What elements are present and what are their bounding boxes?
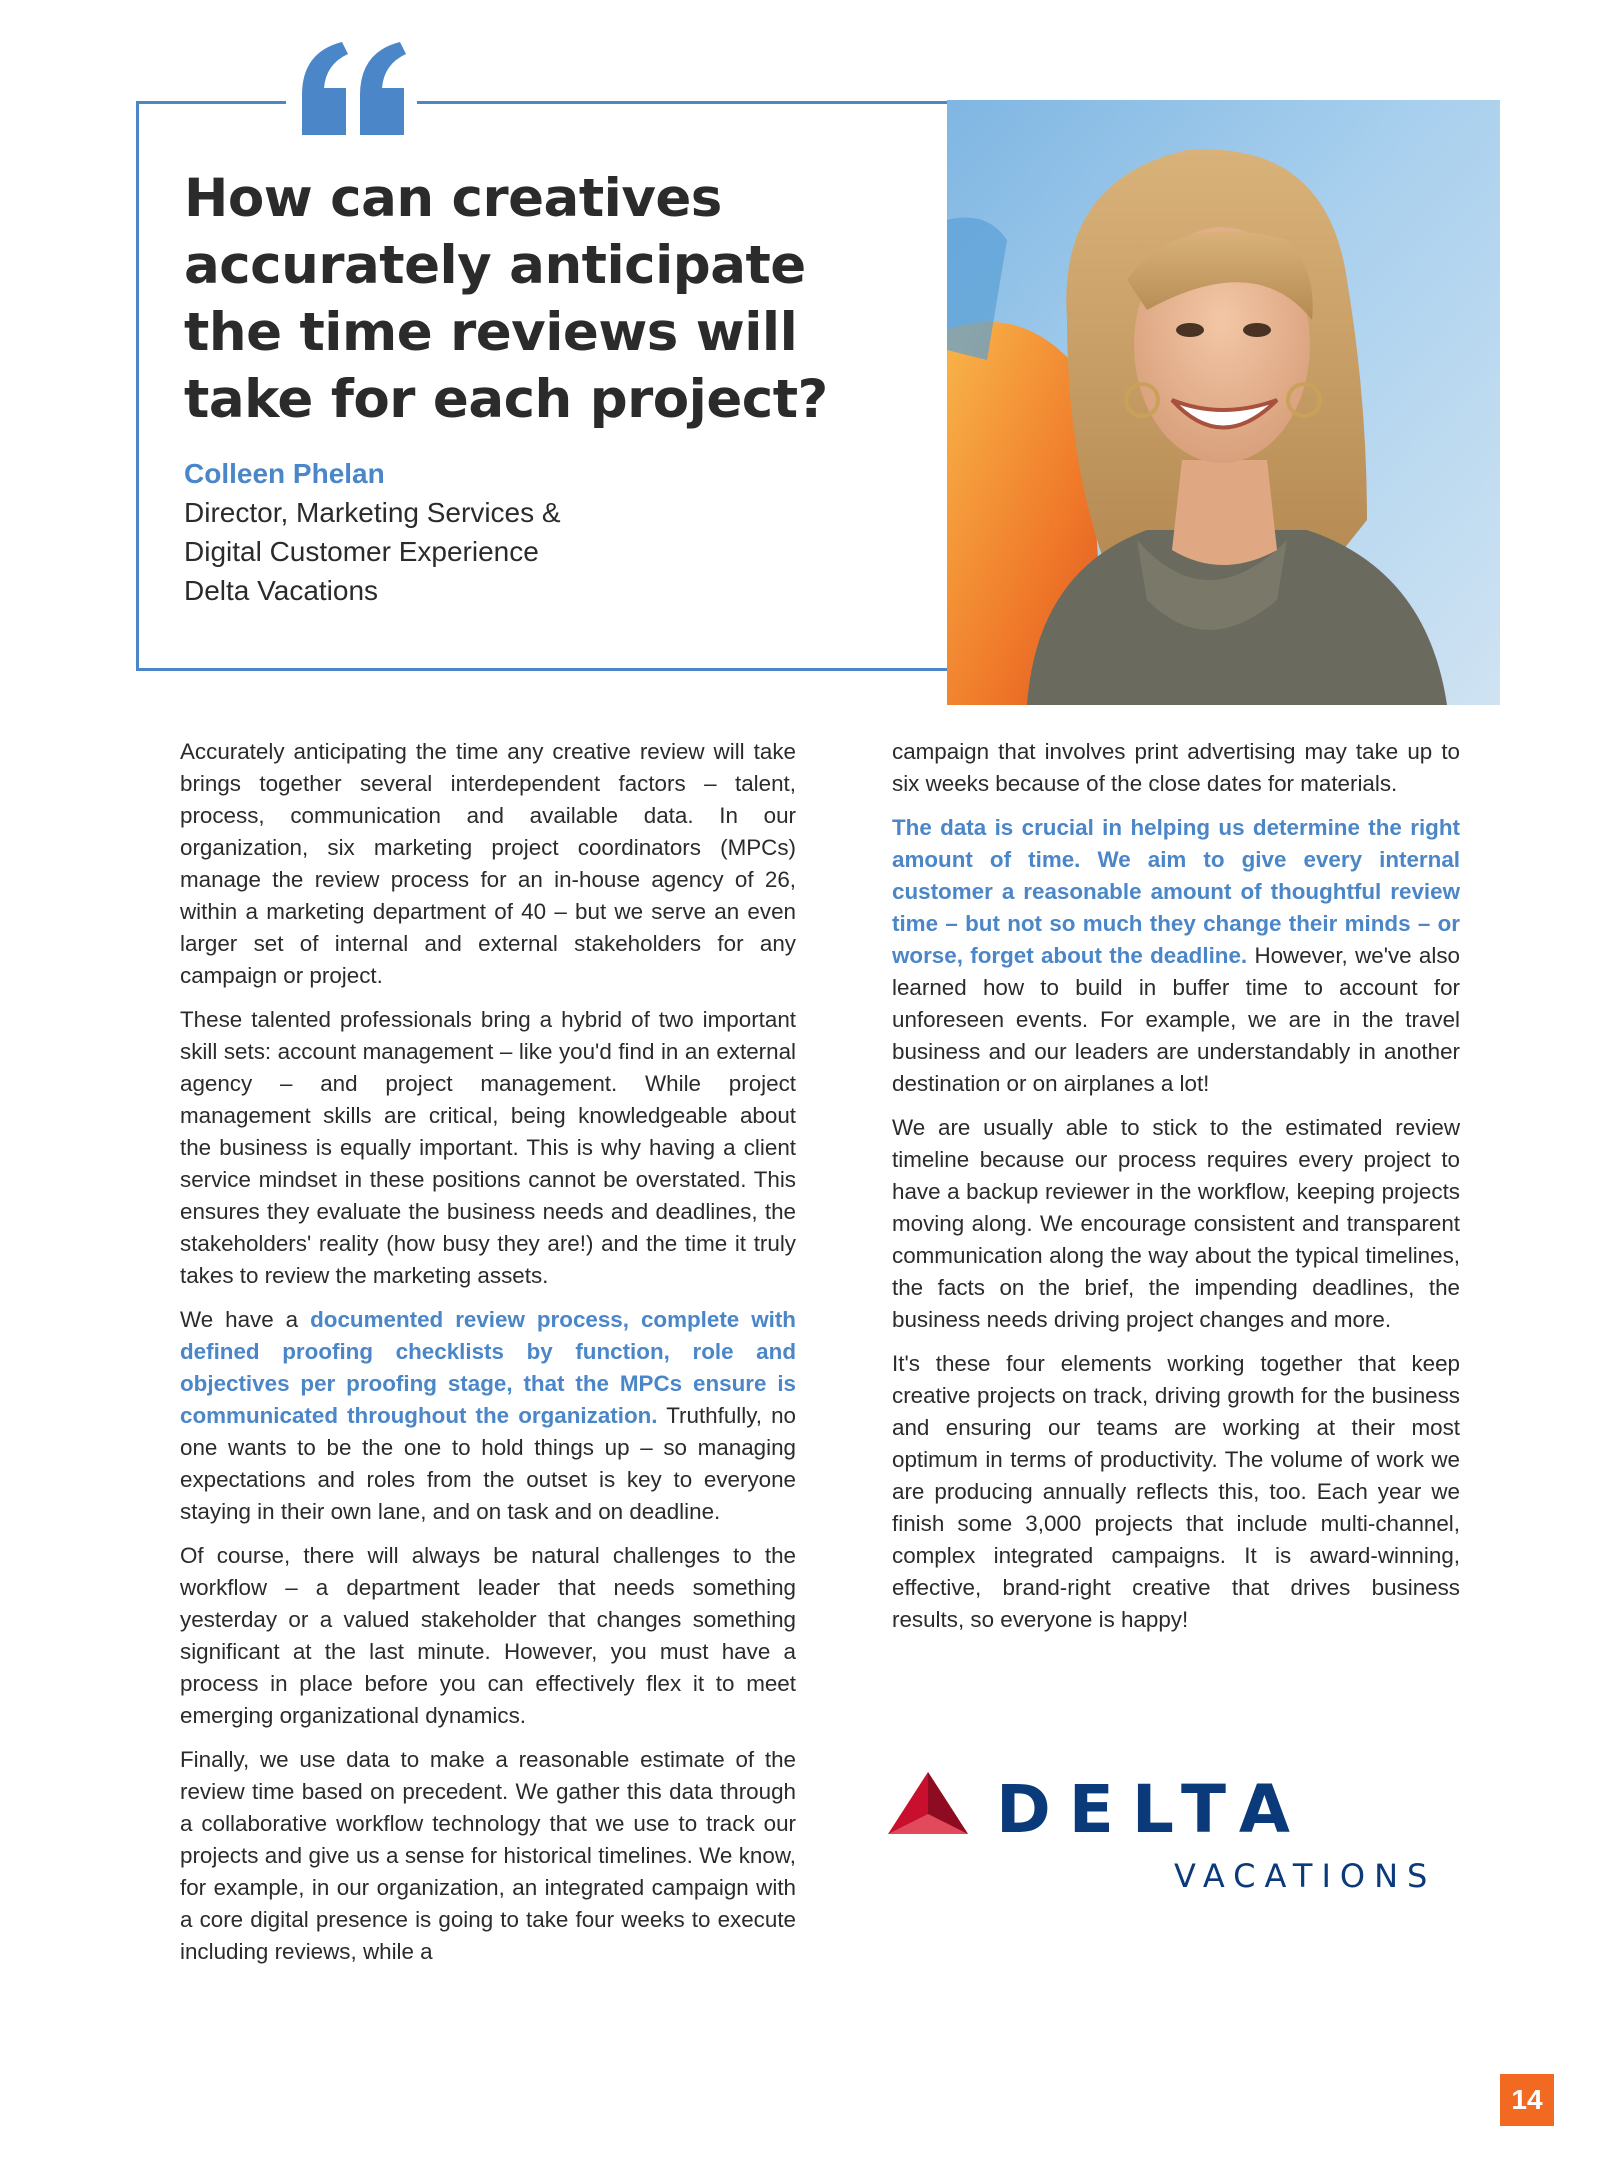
paragraph-text: We have a xyxy=(180,1307,311,1332)
quote-frame-bottom xyxy=(136,668,948,671)
highlighted-text: documented review process, complete with defined proofing checklists by function, role and objectives per proofing stage, that the MPCs ensure is communicated throughout the organization. xyxy=(180,1307,796,1428)
author-title-line-1: Director, Marketing Services & xyxy=(184,497,561,528)
quote-frame-left xyxy=(136,101,139,671)
paragraph: It's these four elements working together that keep creative projects on track, driving growth for the business and ensuring our teams are working at their most optimum in terms of productivity. The volume of work we are producing annually reflects this, too. Each year we finish some 3,000 projects that include multi-channel, complex integrated campaigns. It is award-winning, effective, brand-right creative that drives business results, so everyone is happy! xyxy=(892,1351,1460,1632)
paragraph: We are usually able to stick to the estimated review timeline because our process requires every project to have a backup reviewer in the workflow, keeping projects moving along. We encourage consistent and transparent communication along the way about the typical timelines, the facts on the brief, the impending deadlines, the business needs driving project changes and more. xyxy=(892,1115,1460,1332)
paragraph-text: However, we've also learned how to build in buffer time to account for unforeseen events. For example, we are in the travel business and our leaders are understandably in another destination or on airplanes a lot! xyxy=(892,943,1460,1096)
paragraph: Accurately anticipating the time any creative review will take brings together several interdependent factors – talent, process, communication and available data. In our organization, six marketing project coordinators (MPCs) manage the review process for an in-house agency of 26, within a marketing department of 40 – but we serve an even larger set of internal and external stakeholders for any campaign or project. xyxy=(180,739,796,988)
paragraph: campaign that involves print advertising may take up to six weeks because of the close dates for materials. xyxy=(892,739,1460,796)
article-column-right xyxy=(892,736,1460,1648)
paragraph-text: Truthfully, no one wants to be the one to hold things up – so managing expectations and roles from the outset is key to everyone staying in their own lane, and on task and on deadline. xyxy=(180,1403,796,1524)
paragraph: These talented professionals bring a hybrid of two important skill sets: account management – like you'd find in an external agency – and project management. While project management skills are critical, being knowledgeable about the business is equally important. This is why having a client service mindset in these positions cannot be overstated. This ensures they evaluate the business needs and deadlines, the stakeholders' reality (how busy they are!) and the time it truly takes to review the marketing assets. xyxy=(180,1007,796,1288)
page-number-badge: 14 xyxy=(1500,2074,1554,2126)
delta-vacations-logo xyxy=(884,1762,1464,1892)
author-photo xyxy=(947,100,1500,705)
paragraph xyxy=(892,812,1460,1100)
highlighted-text: The data is crucial in helping us determine the right amount of time. We aim to give every internal customer a reasonable amount of thoughtful review time – but not so much they change their minds – or worse, forget about the deadline. xyxy=(892,815,1460,968)
article-column-left-body xyxy=(180,736,796,1980)
author-name: Colleen Phelan xyxy=(184,458,385,489)
author-company: Delta Vacations xyxy=(184,575,379,606)
author-title-line-2: Digital Customer Experience xyxy=(184,536,539,567)
page-title: How can creatives accurately anticipate the time reviews will take for each project? xyxy=(184,168,828,430)
quote-frame-top-right xyxy=(417,101,947,104)
quote-frame-top-left xyxy=(136,101,286,104)
logo-word-delta: DELTA xyxy=(996,1771,1308,1848)
paragraph xyxy=(180,1304,796,1528)
logo-word-vacations: VACATIONS xyxy=(1174,1857,1437,1892)
paragraph: Finally, we use data to make a reasonable estimate of the review time based on precedent. We gather this data through a collaborative workflow technology that we use to track our projects and give us a sense for historical timelines. We know, for example, in our organization, an integrated campaign with a core digital presence is going to take four weeks to execute including reviews, while a xyxy=(180,1747,796,1964)
quote-icon xyxy=(300,40,410,140)
paragraph: Of course, there will always be natural challenges to the workflow – a department leader that needs something yesterday or a valued stakeholder that changes something significant at the last minute. However, you must have a process in place before you can effectively flex it to meet emerging organizational dynamics. xyxy=(180,1543,796,1728)
